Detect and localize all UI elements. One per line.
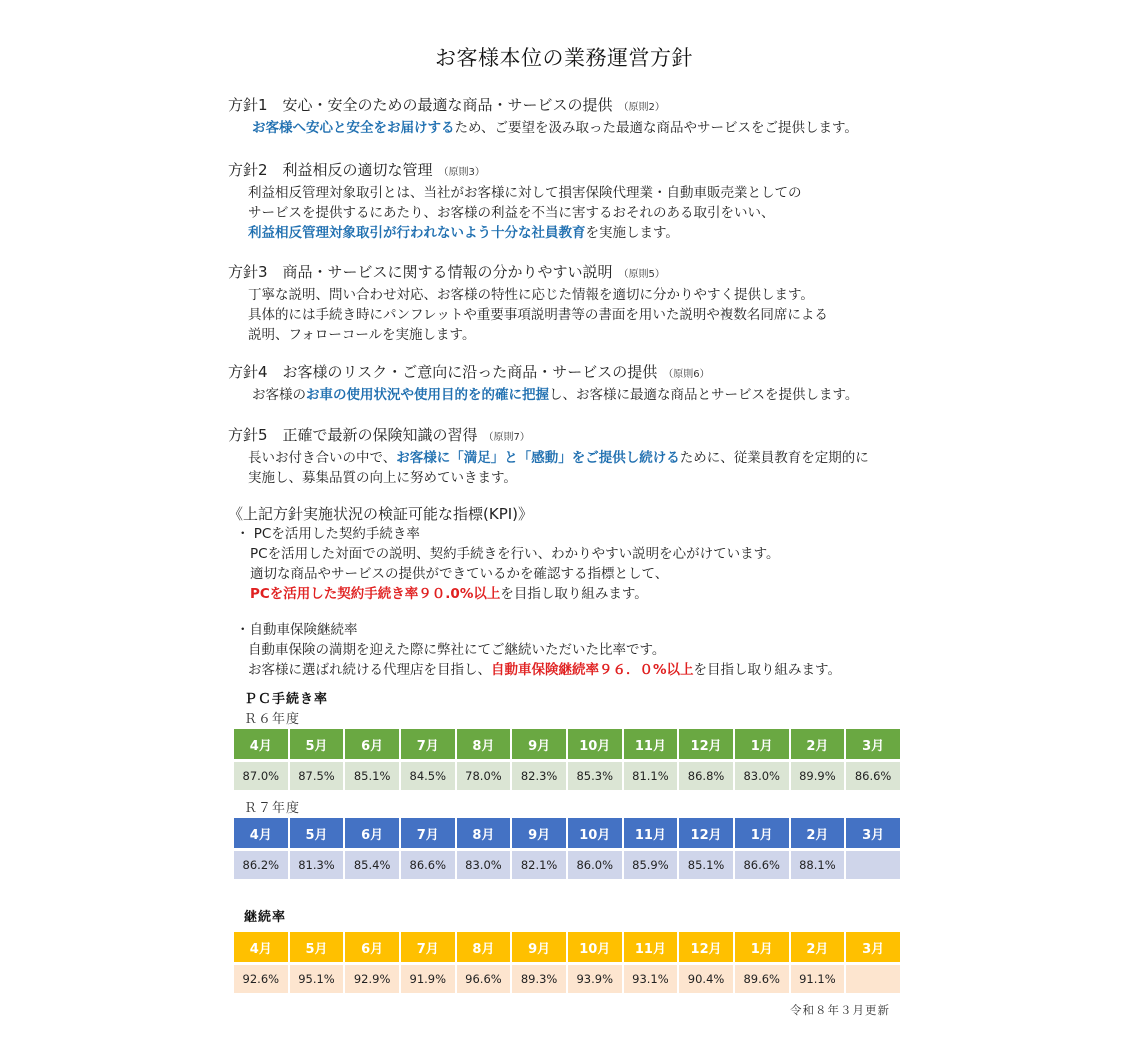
policy-3 <box>228 262 918 345</box>
r6-month-header: 2月 <box>791 729 845 759</box>
body-text: し、お客様に最適な商品とサービスを提供します。 <box>549 387 859 403</box>
r7-month-header: 3月 <box>846 818 900 848</box>
principle-ref: （原則7） <box>483 432 530 443</box>
r6-month-value: 81.1% <box>624 762 678 790</box>
body-text: を実施します。 <box>585 225 679 241</box>
body-text: サービスを提供するにあたり、お客様の利益を不当に害するおそれのある取引をいい、 <box>248 205 775 221</box>
r7-month-value: 85.1% <box>679 851 733 879</box>
policy-title: 方針4 お客様のリスク・ご意向に沿った商品・サービスの提供 <box>228 363 658 381</box>
kpi-pc-target: PCを活用した契約手続き率９０.0%以上 <box>250 586 501 602</box>
r7-month-header: 12月 <box>679 818 733 848</box>
r7-month-value: 86.6% <box>735 851 789 879</box>
r6-month-header: 12月 <box>679 729 733 759</box>
r7-pc-rate-table <box>232 818 902 879</box>
renewal-rate-label: 継続率 <box>244 910 287 925</box>
renewal-month-value: 89.3% <box>512 965 566 993</box>
policy-title: 方針1 安心・安全のための最適な商品・サービスの提供 <box>228 96 613 114</box>
r7-month-header: 11月 <box>624 818 678 848</box>
r6-pc-rate-table <box>232 729 902 790</box>
policy-title: 方針3 商品・サービスに関する情報の分かりやすい説明 <box>228 263 613 281</box>
renewal-month-header: 6月 <box>345 932 399 962</box>
renewal-month-value: 92.6% <box>234 965 288 993</box>
policy-text-line <box>228 285 918 305</box>
r7-month-value: 85.9% <box>624 851 678 879</box>
renewal-month-header: 8月 <box>457 932 511 962</box>
highlighted-text: お客様へ安心と安全をお届けする <box>252 120 455 136</box>
body-text: ために、従業員教育を定期的に <box>679 450 869 466</box>
r6-month-value: 87.0% <box>234 762 288 790</box>
r6-month-value: 78.0% <box>457 762 511 790</box>
renewal-month-value: 91.1% <box>791 965 845 993</box>
renewal-month-header: 5月 <box>290 932 344 962</box>
r7-month-value <box>846 851 900 879</box>
policy-text-line <box>228 448 918 468</box>
renewal-month-value <box>846 965 900 993</box>
policy-4 <box>228 362 918 405</box>
policy-text-line <box>228 468 918 488</box>
kpi-renewal-line1: 自動車保険の満期を迎えた際に弊社にてご継続いただいた比率です。 <box>248 642 666 658</box>
principle-ref: （原則6） <box>663 369 710 380</box>
highlighted-text: お車の使用状況や使用目的を的確に把握 <box>306 387 549 403</box>
kpi-renewal-line2 <box>236 660 916 680</box>
policy-text-line <box>228 118 918 138</box>
renewal-month-header: 10月 <box>568 932 622 962</box>
r6-month-header: 1月 <box>735 729 789 759</box>
r7-month-header: 2月 <box>791 818 845 848</box>
r7-month-header: 1月 <box>735 818 789 848</box>
r6-month-value: 89.9% <box>791 762 845 790</box>
kpi-pc-line3 <box>236 584 916 604</box>
r6-month-header: 6月 <box>345 729 399 759</box>
policy-heading <box>228 160 918 183</box>
renewal-month-value: 93.9% <box>568 965 622 993</box>
r6-month-header: 4月 <box>234 729 288 759</box>
kpi-renewal-target: 自動車保険継続率９６．０%以上 <box>491 662 694 678</box>
renewal-month-header: 4月 <box>234 932 288 962</box>
kpi-pc-line2: 適切な商品やサービスの提供ができているかを確認する指標として、 <box>250 566 669 582</box>
r6-month-header: 5月 <box>290 729 344 759</box>
body-text: 具体的には手続き時にパンフレットや重要事項説明書等の書面を用いた説明や複数名同席による <box>248 307 828 323</box>
r7-month-header: 6月 <box>345 818 399 848</box>
r6-month-value: 85.1% <box>345 762 399 790</box>
r7-month-value: 81.3% <box>290 851 344 879</box>
r6-month-value: 83.0% <box>735 762 789 790</box>
policy-text-line <box>228 223 918 243</box>
r7-year-label: Ｒ７年度 <box>244 801 301 816</box>
r6-month-header: 8月 <box>457 729 511 759</box>
policy-title: 方針2 利益相反の適切な管理 <box>228 161 433 179</box>
kpi-renewal-section <box>236 620 916 680</box>
renewal-month-value: 91.9% <box>401 965 455 993</box>
policy-heading <box>228 262 918 285</box>
renewal-month-value: 96.6% <box>457 965 511 993</box>
page-title: お客様本位の業務運営方針 <box>435 46 693 70</box>
highlighted-text: お客様に「満足」と「感動」をご提供し続ける <box>396 450 680 466</box>
r7-month-value: 88.1% <box>791 851 845 879</box>
r6-value-row <box>234 762 900 790</box>
policy-heading <box>228 362 918 385</box>
r7-header-row <box>234 818 900 848</box>
body-text: お客様の <box>252 387 306 403</box>
kpi-pc-bullet: ・ PCを活用した契約手続き率 <box>236 526 420 542</box>
kpi-title: 《上記方針実施状況の検証可能な指標(KPI)》 <box>228 505 534 523</box>
body-text: 利益相反管理対象取引とは、当社がお客様に対して損害保険代理業・自動車販売業としての <box>248 185 802 201</box>
renewal-value-row <box>234 965 900 993</box>
r7-month-header: 5月 <box>290 818 344 848</box>
r6-month-header: 11月 <box>624 729 678 759</box>
r7-month-value: 85.4% <box>345 851 399 879</box>
r7-month-value: 83.0% <box>457 851 511 879</box>
r7-value-row <box>234 851 900 879</box>
policy-heading <box>228 95 918 118</box>
renewal-header-row <box>234 932 900 962</box>
renewal-month-header: 1月 <box>735 932 789 962</box>
r7-month-value: 82.1% <box>512 851 566 879</box>
r6-month-value: 82.3% <box>512 762 566 790</box>
renewal-month-header: 11月 <box>624 932 678 962</box>
policy-heading <box>228 425 918 448</box>
body-text: 実施し、募集品質の向上に努めていきます。 <box>248 470 517 486</box>
policy-1 <box>228 95 918 138</box>
updated-date: 令和８年３月更新 <box>790 1003 890 1017</box>
policy-5 <box>228 425 918 488</box>
renewal-month-value: 89.6% <box>735 965 789 993</box>
r7-month-value: 86.6% <box>401 851 455 879</box>
policy-2 <box>228 160 918 243</box>
renewal-month-value: 92.9% <box>345 965 399 993</box>
r6-month-value: 85.3% <box>568 762 622 790</box>
kpi-pc-section <box>236 524 916 604</box>
renewal-month-value: 95.1% <box>290 965 344 993</box>
r7-month-value: 86.2% <box>234 851 288 879</box>
renewal-month-header: 3月 <box>846 932 900 962</box>
pc-rate-label: ＰＣ手続き率 <box>244 692 329 707</box>
principle-ref: （原則5） <box>618 269 665 280</box>
body-text: 丁寧な説明、問い合わせ対応、お客様の特性に応じた情報を適切に分かりやすく提供します。 <box>248 287 814 303</box>
renewal-month-header: 7月 <box>401 932 455 962</box>
r7-month-value: 86.0% <box>568 851 622 879</box>
highlighted-text: 利益相反管理対象取引が行われないよう十分な社員教育 <box>248 225 586 241</box>
renewal-month-value: 93.1% <box>624 965 678 993</box>
r7-month-header: 4月 <box>234 818 288 848</box>
r6-month-value: 86.6% <box>846 762 900 790</box>
body-text: ため、ご要望を汲み取った最適な商品やサービスをご提供します。 <box>454 120 858 136</box>
r6-month-value: 87.5% <box>290 762 344 790</box>
r6-month-header: 7月 <box>401 729 455 759</box>
r7-month-header: 10月 <box>568 818 622 848</box>
principle-ref: （原則2） <box>618 102 665 113</box>
policy-text-line <box>228 203 918 223</box>
r7-month-header: 9月 <box>512 818 566 848</box>
policy-text-line <box>228 305 918 325</box>
r7-month-header: 7月 <box>401 818 455 848</box>
renewal-month-header: 2月 <box>791 932 845 962</box>
renewal-month-header: 9月 <box>512 932 566 962</box>
body-text: 長いお付き合いの中で、 <box>248 450 397 466</box>
kpi-renewal-line2-rest: を目指し取り組みます。 <box>693 662 841 678</box>
r6-month-header: 9月 <box>512 729 566 759</box>
renewal-month-header: 12月 <box>679 932 733 962</box>
r6-month-value: 84.5% <box>401 762 455 790</box>
policy-text-line <box>228 385 918 405</box>
body-text: 説明、フォローコールを実施します。 <box>248 327 476 343</box>
r6-year-label: Ｒ６年度 <box>244 712 301 727</box>
kpi-pc-line1: PCを活用した対面での説明、契約手続きを行い、わかりやすい説明を心がけています。 <box>250 546 780 562</box>
kpi-renewal-bullet: ・自動車保険継続率 <box>236 622 358 638</box>
r7-month-header: 8月 <box>457 818 511 848</box>
renewal-month-value: 90.4% <box>679 965 733 993</box>
r6-month-header: 3月 <box>846 729 900 759</box>
r6-month-value: 86.8% <box>679 762 733 790</box>
kpi-pc-line3-rest: を目指し取り組みます。 <box>500 586 648 602</box>
renewal-rate-table <box>232 932 902 993</box>
policy-text-line <box>228 183 918 203</box>
r6-month-header: 10月 <box>568 729 622 759</box>
policy-title: 方針5 正確で最新の保険知識の習得 <box>228 426 478 444</box>
r6-header-row <box>234 729 900 759</box>
policy-text-line <box>228 325 918 345</box>
principle-ref: （原則3） <box>438 167 485 178</box>
kpi-renewal-line2-pre: お客様に選ばれ続ける代理店を目指し、 <box>248 662 491 678</box>
